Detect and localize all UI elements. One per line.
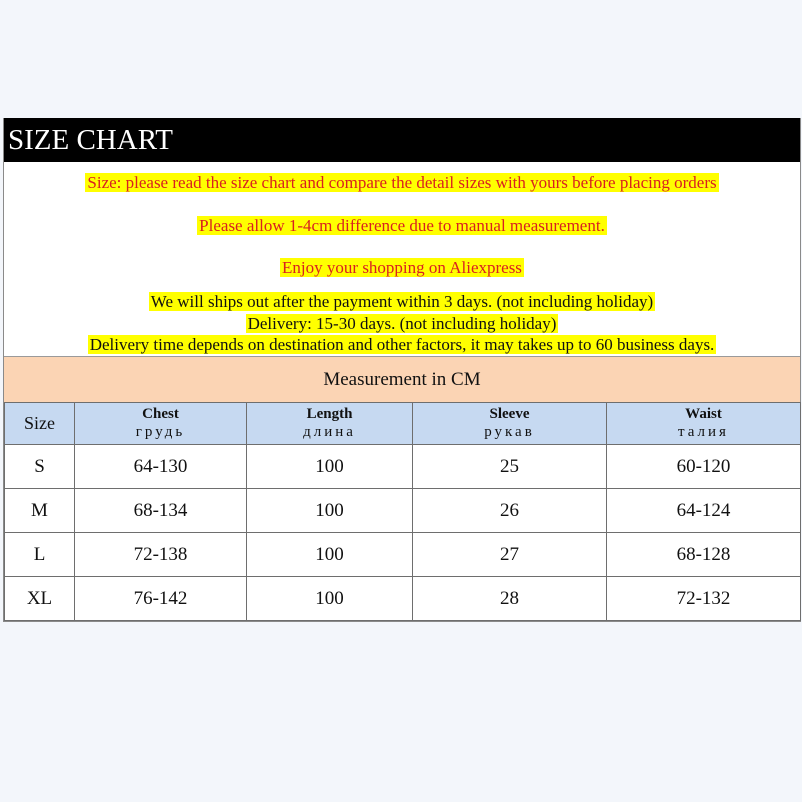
- size-table: [4, 402, 801, 621]
- cell-chest: 76-142: [75, 577, 247, 621]
- notice-enjoy-text: Enjoy your shopping on Aliexpress: [282, 258, 522, 277]
- notice-block: [4, 162, 800, 356]
- cell-chest: 72-138: [75, 533, 247, 577]
- measurement-label: Measurement in CM: [4, 356, 800, 402]
- table-row: [5, 445, 801, 489]
- cell-sleeve: 26: [413, 489, 607, 533]
- header-length-en: Length: [306, 406, 353, 422]
- cell-sleeve: 25: [413, 445, 607, 489]
- header-waist: [607, 403, 801, 445]
- header-chest-en: Chest: [142, 406, 179, 422]
- header-size: Size: [5, 403, 75, 445]
- cell-size: XL: [5, 577, 75, 621]
- cell-size: S: [5, 445, 75, 489]
- header-chest: [75, 403, 247, 445]
- cell-waist: 72-132: [607, 577, 801, 621]
- cell-waist: 64-124: [607, 489, 801, 533]
- notice-delivery-time-line: [4, 334, 800, 355]
- table-header-row: [5, 403, 801, 445]
- cell-chest: 68-134: [75, 489, 247, 533]
- header-length-ru: длина: [303, 424, 356, 440]
- cell-waist: 68-128: [607, 533, 801, 577]
- header-waist-en: Waist: [685, 406, 722, 422]
- cell-waist: 60-120: [607, 445, 801, 489]
- header-sleeve: [413, 403, 607, 445]
- notice-enjoy-line: [4, 257, 800, 278]
- notice-delivery-line: [4, 313, 800, 334]
- notice-delivery-time-text: Delivery time depends on destination and other factors, it may takes up to 60 business days.: [89, 335, 715, 354]
- cell-size: M: [5, 489, 75, 533]
- notice-size-line: [4, 172, 800, 193]
- cell-length: 100: [247, 489, 413, 533]
- notice-difference-text: Please allow 1-4cm difference due to manual measurement.: [199, 216, 605, 235]
- header-sleeve-en: Sleeve: [489, 406, 530, 422]
- chart-title: SIZE CHART: [4, 118, 800, 162]
- header-waist-ru: талия: [678, 424, 729, 440]
- table-row: [5, 577, 801, 621]
- header-sleeve-ru: рукав: [484, 424, 535, 440]
- cell-chest: 64-130: [75, 445, 247, 489]
- header-chest-ru: грудь: [135, 424, 186, 440]
- table-row: [5, 533, 801, 577]
- cell-sleeve: 27: [413, 533, 607, 577]
- notice-delivery-text: Delivery: 15-30 days. (not including holiday): [247, 314, 557, 333]
- size-chart: [3, 118, 801, 622]
- table-row: [5, 489, 801, 533]
- notice-ship-text: We will ships out after the payment within 3 days. (not including holiday): [150, 292, 654, 311]
- cell-sleeve: 28: [413, 577, 607, 621]
- notice-size-text: Size: please read the size chart and compare the detail sizes with yours before placing orders: [87, 173, 717, 192]
- cell-length: 100: [247, 577, 413, 621]
- cell-length: 100: [247, 445, 413, 489]
- cell-size: L: [5, 533, 75, 577]
- notice-difference-line: [4, 215, 800, 236]
- notice-ship-line: [4, 291, 800, 312]
- header-length: [247, 403, 413, 445]
- cell-length: 100: [247, 533, 413, 577]
